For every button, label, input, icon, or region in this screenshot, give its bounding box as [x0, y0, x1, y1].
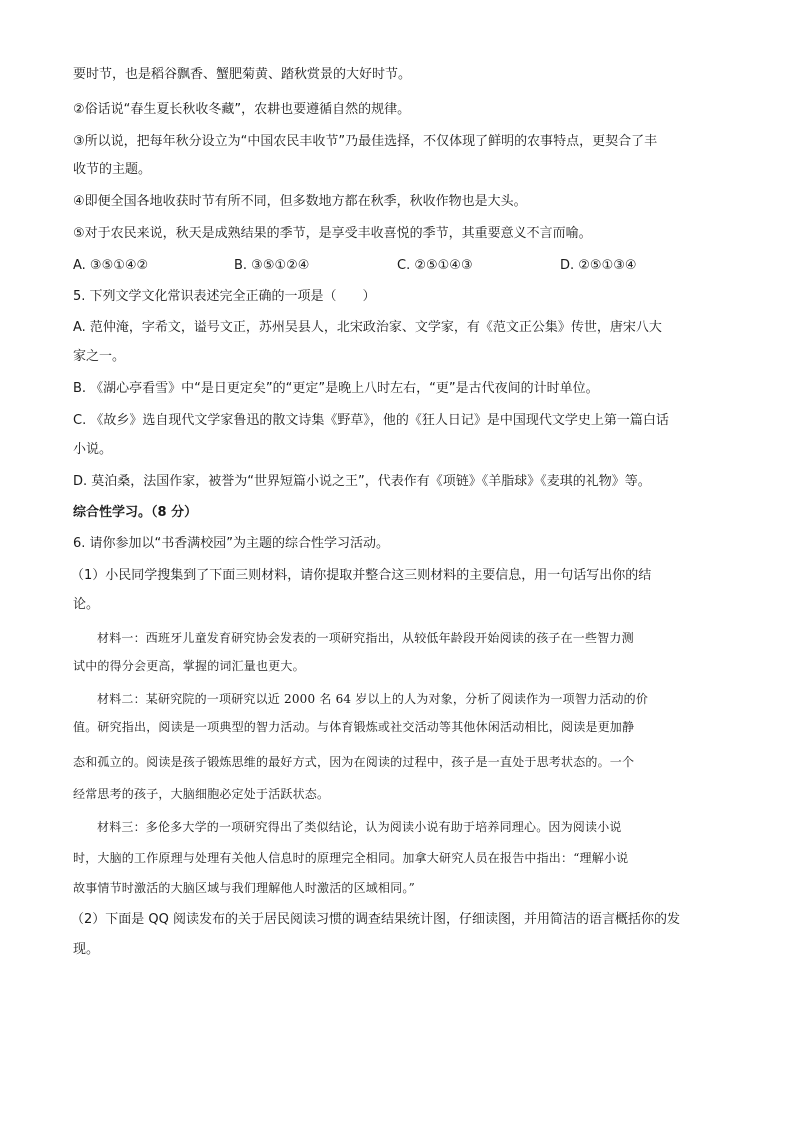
passage-sentence-5: ⑤对于农民来说，秋天是成熟结果的季节，是享受丰收喜悦的季节，其重要意义不言而喻。: [73, 226, 592, 241]
q6-stem: 6. 请你参加以“书香满校园”为主题的综合性学习活动。: [73, 536, 390, 551]
q4-option-a: A. ③⑤①④②: [73, 258, 149, 273]
q6-part1-prompt-cont: 论。: [73, 597, 100, 612]
passage-sentence-3-cont: 收节的主题。: [73, 162, 152, 177]
material-3-line-1: 材料三：多伦多大学的一项研究得出了类似结论，认为阅读小说有助于培养同理心。因为阅读小说: [97, 820, 622, 834]
passage-sentence-2: ②俗话说“春生夏长秋收冬藏”，农耕也要遵循自然的规律。: [73, 102, 411, 117]
q6-part2-prompt-cont: 现。: [73, 942, 100, 957]
q4-option-d: D. ②⑤①③④: [560, 258, 637, 273]
q5-option-c: C. 《故乡》选自现代文学家鲁迅的散文诗集《野草》，他的《狂人日记》是中国现代文学史上第一篇白话: [73, 413, 669, 428]
q4-option-b: B. ③⑤①②④: [234, 258, 310, 273]
q5-option-a: A. 范仲淹，字希文，谥号文正，苏州吴县人，北宋政治家、文学家，有《范文正公集》传世，唐宋八大: [73, 320, 662, 335]
passage-sentence-3: ③所以说，把每年秋分设立为“中国农民丰收节”乃最佳选择，不仅体现了鲜明的农事特点，更契合了丰: [73, 134, 658, 149]
q5-option-c-cont: 小说。: [73, 442, 113, 457]
material-3-line-2: 时，大脑的工作原理与处理有关他人信息时的原理完全相同。加拿大研究人员在报告中指出：“理解小说: [73, 851, 629, 865]
q5-stem: 5. 下列文学文化常识表述完全正确的一项是（ ）: [73, 289, 376, 304]
q6-part1-prompt: （1）小民同学搜集到了下面三则材料，请你提取并整合这三则材料的主要信息，用一句话写出你的结: [71, 568, 652, 583]
material-1-line-1: 材料一：西班牙儿童发育研究协会发表的一项研究指出，从较低年龄段开始阅读的孩子在一些智力测: [97, 631, 634, 645]
material-2-line-4: 经常思考的孩子，大脑细胞必定处于活跃状态。: [73, 787, 330, 801]
material-3-line-3: 故事情节时激活的大脑区域与我们理解他人时激活的区域相同。”: [73, 881, 415, 895]
material-2-line-1: 材料二：某研究院的一项研究以近 2000 名 64 岁以上的人为对象，分析了阅读作为一项智力活动的价: [97, 692, 649, 706]
q5-option-d: D. 莫泊桑，法国作家，被誉为“世界短篇小说之王”，代表作有《项链》《羊脂球》《麦琪的礼物》等。: [73, 474, 651, 489]
q5-option-b: B. 《湖心亭看雪》中“是日更定矣”的“更定”是晚上八时左右，“更”是古代夜间的计时单位。: [73, 381, 599, 396]
q5-option-a-cont: 家之一。: [73, 349, 126, 364]
material-2-line-3: 态和孤立的。阅读是孩子锻炼思维的最好方式，因为在阅读的过程中，孩子是一直处于思考状态的。一个: [73, 755, 635, 769]
q4-option-c: C. ②⑤①④③: [397, 258, 473, 273]
material-1-line-2: 试中的得分会更高，掌握的词汇量也更大。: [73, 659, 305, 673]
passage-sentence-4: ④即便全国各地收获时节有所不同，但多数地方都在秋季，秋收作物也是大头。: [73, 194, 527, 209]
q6-part2-prompt: （2）下面是 QQ 阅读发布的关于居民阅读习惯的调查结果统计图，仔细读图，并用简洁的语言概括你的发: [71, 912, 681, 927]
section-title: 综合性学习。（8 分）: [73, 505, 198, 520]
material-2-line-2: 值。研究指出，阅读是一项典型的智力活动。与体育锻炼或社交活动等其他休闲活动相比，阅读是更加静: [73, 720, 635, 734]
passage-line-1: 要时节，也是稻谷飘香、蟹肥菊黄、踏秋赏景的大好时节。: [73, 67, 412, 82]
